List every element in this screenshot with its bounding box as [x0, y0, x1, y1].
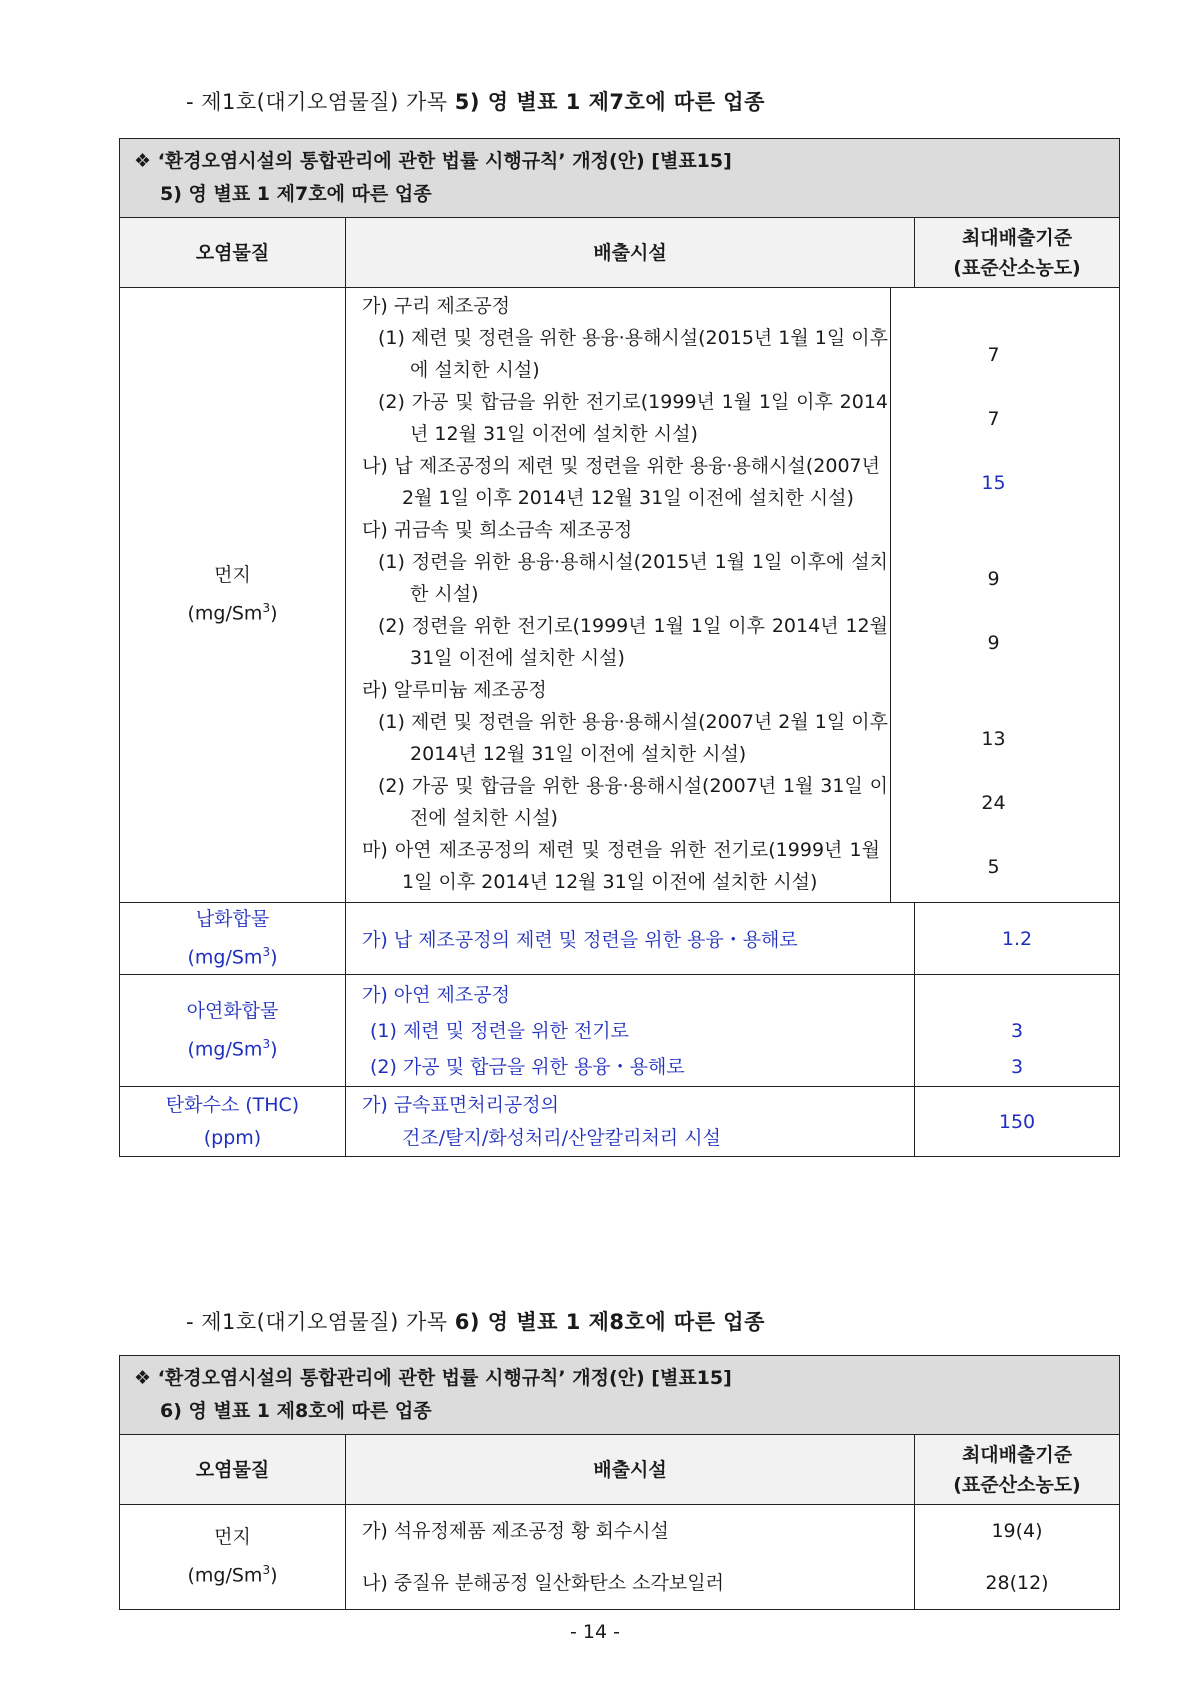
heading-bold: 6) 영 별표 1 제8호에 따른 업종 [454, 1310, 765, 1334]
pollutant-name: 납화합물 [195, 908, 270, 930]
dust-facility-list [346, 288, 1120, 903]
pollutant-unit [120, 1554, 345, 1592]
limit-header-line2: (표준산소농도) [953, 256, 1081, 279]
pollutant-zinc [120, 975, 346, 1087]
facility-limit: 7 [890, 320, 1096, 390]
pollutant-unit [120, 936, 345, 974]
unit-text: (mg/Sm [187, 602, 263, 625]
dust-facility-row [362, 450, 1119, 514]
facility-row-2: 나) 중질유 분해공정 일산화탄소 소각보일러 [362, 1572, 724, 1594]
limit-row-1: 19(4) [991, 1520, 1043, 1542]
caption-line-2: 6) 영 별표 1 제8호에 따른 업종 [160, 1400, 432, 1422]
dust-facility-row [362, 386, 1119, 450]
facility-text: 가) 구리 제조공정 [362, 295, 510, 317]
zinc-limit-2: 3 [1010, 1055, 1024, 1078]
facility-limit: 24 [890, 768, 1096, 838]
column-header-pollutant: 오염물질 [120, 1435, 346, 1505]
thc-line-1: 가) 금속표면처리공정의 [362, 1093, 559, 1116]
dust-items [362, 290, 1119, 898]
emission-table-7 [119, 138, 1120, 1157]
lead-facility: 가) 납 제조공정의 제련 및 정련을 위한 용융・용해로 [346, 903, 915, 975]
thc-limit: 150 [915, 1087, 1120, 1157]
unit-text: (mg/Sm [187, 946, 263, 969]
column-header-limit [915, 1435, 1120, 1505]
thc-facility [346, 1087, 915, 1157]
column-header-pollutant: 오염물질 [120, 218, 346, 288]
pollutant-name: 탄화수소 (THC) [165, 1093, 300, 1116]
column-header-facility: 배출시설 [346, 1435, 915, 1505]
table-caption [120, 1356, 1120, 1435]
pollutant-name: 먼지 [214, 564, 251, 587]
facility-limit: 15 [890, 448, 1096, 518]
section-heading-7 [186, 86, 765, 116]
facility-text: 라) 알루미늄 제조공정 [362, 679, 547, 701]
facility-limit: 13 [890, 704, 1096, 774]
limit-header-line2: (표준산소농도) [953, 1473, 1081, 1496]
unit-superscript: 3 [262, 601, 271, 616]
caption-line-2: 5) 영 별표 1 제7호에 따른 업종 [160, 183, 432, 205]
heading-plain: - 제1호(대기오염물질) 가목 [186, 1310, 455, 1334]
facility-text: (1) 제련 및 정련을 위한 용융·용해시설(2007년 2월 1일 이후 2014년 12월 31일 이전에 설치한 시설) [378, 711, 888, 765]
unit-text: (mg/Sm [187, 1564, 263, 1587]
heading-bold: 5) 영 별표 1 제7호에 따른 업종 [454, 90, 765, 114]
dust-facilities [346, 1505, 915, 1610]
facility-limit: 7 [890, 384, 1096, 454]
lead-limit: 1.2 [915, 903, 1120, 975]
pollutant-dust [120, 1505, 346, 1610]
facility-text: 나) 납 제조공정의 제련 및 정련을 위한 용융·용해시설(2007년 2월 1일 이후 2014년 12월 31일 이전에 설치한 시설) [362, 455, 880, 509]
pollutant-name: 아연화합물 [186, 1000, 279, 1023]
dust-limits [915, 1505, 1120, 1610]
facility-text: 마) 아연 제조공정의 제련 및 정련을 위한 전기로(1999년 1월 1일 이후 2014년 12월 31일 이전에 설치한 시설) [362, 839, 880, 893]
zinc-head: 가) 아연 제조공정 [362, 983, 510, 1006]
dust-facility-row [362, 674, 1119, 706]
column-header-facility: 배출시설 [346, 218, 915, 288]
facility-limit: 5 [890, 832, 1096, 902]
zinc-sub-2: (2) 가공 및 합금을 위한 용융・용해로 [370, 1055, 685, 1078]
caption-line-1: ❖ ‘환경오염시설의 통합관리에 관한 법률 시행규칙’ 개정(안) [별표15] [134, 1367, 732, 1389]
facility-text: 다) 귀금속 및 희소금속 제조공정 [362, 519, 633, 541]
facility-text: (1) 제련 및 정련을 위한 용융·용해시설(2015년 1월 1일 이후에 설치한 시설) [378, 327, 888, 381]
column-header-limit [915, 218, 1120, 288]
pollutant-unit [120, 1028, 345, 1066]
unit-close: ) [270, 1038, 278, 1061]
pollutant-dust [120, 288, 346, 903]
facility-text: (2) 가공 및 합금을 위한 전기로(1999년 1월 1일 이후 2014년 12월 31일 이전에 설치한 시설) [378, 391, 888, 445]
pollutant-unit [120, 592, 345, 630]
dust-facility-row [362, 546, 1119, 610]
facility-text: (2) 가공 및 합금을 위한 용융·용해시설(2007년 1월 31일 이전에 설치한 시설) [378, 775, 888, 829]
zinc-limit-1: 3 [1010, 1019, 1024, 1042]
unit-superscript: 3 [262, 1037, 271, 1052]
caption-line-1: ❖ ‘환경오염시설의 통합관리에 관한 법률 시행규칙’ 개정(안) [별표15] [134, 150, 732, 172]
limit-row-2: 28(12) [985, 1572, 1049, 1594]
pollutant-thc [120, 1087, 346, 1157]
dust-facility-row [362, 834, 1119, 898]
emission-table-8 [119, 1355, 1120, 1610]
unit-close: ) [270, 602, 278, 625]
thc-line-2: 건조/탈지/화성처리/산알칼리처리 시설 [402, 1126, 721, 1149]
zinc-facility [346, 975, 915, 1087]
facility-limit: 9 [890, 544, 1096, 614]
dust-facility-row [362, 514, 1119, 546]
facility-text: (2) 정련을 위한 전기로(1999년 1월 1일 이후 2014년 12월 31일 이전에 설치한 시설) [378, 615, 888, 669]
dust-facility-row [362, 770, 1119, 834]
dust-facility-row [362, 706, 1119, 770]
section-heading-8 [186, 1306, 765, 1336]
pollutant-unit: (ppm) [203, 1126, 262, 1149]
dust-facility-row [362, 290, 1119, 322]
zinc-limits [915, 975, 1120, 1087]
unit-text: (mg/Sm [187, 1038, 263, 1061]
unit-close: ) [270, 1564, 278, 1587]
pollutant-name: 먼지 [214, 1526, 251, 1549]
page-number: - 14 - [570, 1621, 620, 1643]
pollutant-lead [120, 903, 346, 975]
unit-close: ) [270, 946, 278, 969]
table-caption [120, 139, 1120, 218]
unit-superscript: 3 [262, 1563, 271, 1578]
dust-facility-row [362, 322, 1119, 386]
facility-limit: 9 [890, 608, 1096, 678]
heading-plain: - 제1호(대기오염물질) 가목 [186, 90, 455, 114]
facility-text: (1) 정련을 위한 용융·용해시설(2015년 1월 1일 이후에 설치한 시설) [378, 551, 888, 605]
zinc-sub-1: (1) 제련 및 정련을 위한 전기로 [370, 1019, 630, 1042]
facility-row-1: 가) 석유정제품 제조공정 황 회수시설 [362, 1520, 669, 1542]
limit-header-line1: 최대배출기준 [961, 1443, 1073, 1466]
limit-header-line1: 최대배출기준 [961, 226, 1073, 249]
unit-superscript: 3 [262, 945, 271, 959]
dust-facility-row [362, 610, 1119, 674]
